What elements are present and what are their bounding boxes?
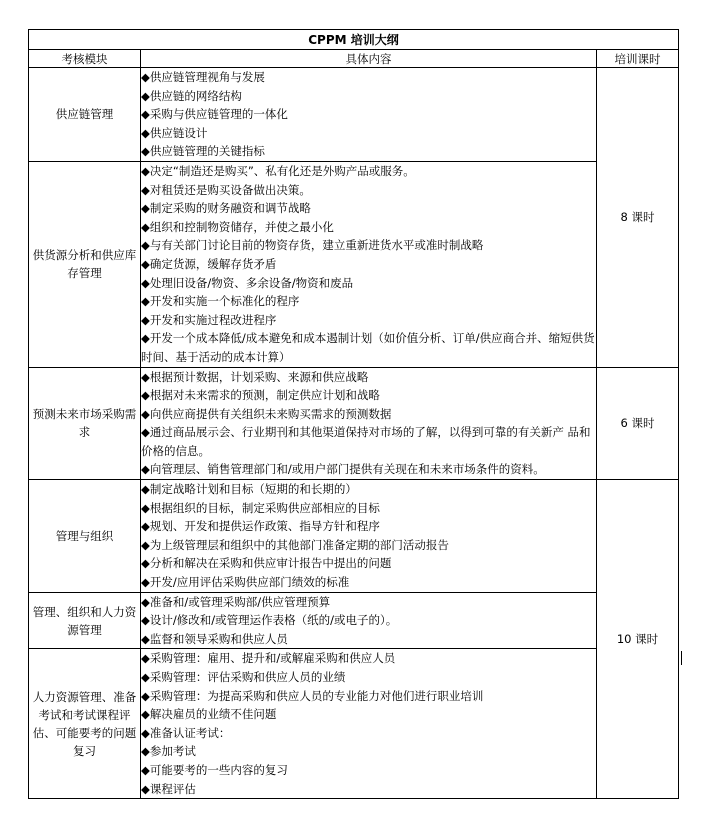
content-item <box>141 124 596 143</box>
content-item <box>141 236 596 255</box>
content-market-forecast <box>141 367 597 480</box>
content-item <box>141 87 596 106</box>
header-content: 具体内容 <box>141 50 597 68</box>
content-management-hr <box>141 592 597 649</box>
content-hr-exam-review <box>141 649 597 799</box>
content-item <box>141 274 596 293</box>
item-text: 规划、开发和提供运作政策、指导方针和程序 <box>149 519 380 534</box>
content-management-organization <box>141 480 597 593</box>
item-text: 供应链的网络结构 <box>149 88 242 103</box>
bullet-icon: ◆ <box>141 88 150 103</box>
bullet-icon: ◆ <box>141 631 150 646</box>
item-text: 制定采购的财务融资和调节战略 <box>149 201 311 216</box>
content-item <box>141 554 596 573</box>
bullet-icon: ◆ <box>141 238 150 253</box>
item-text: 参加考试 <box>149 744 196 759</box>
bullet-icon: ◆ <box>141 500 150 515</box>
module-hr-exam-review: 人力资源管理、准备考试和考试课程评估、可能要考的问题复习 <box>29 649 141 799</box>
item-text: 根据组织的目标，制定采购供应部相应的目标 <box>149 500 380 515</box>
bullet-icon: ◆ <box>141 594 150 609</box>
content-item <box>141 199 596 218</box>
bullet-icon: ◆ <box>141 537 150 552</box>
bullet-icon: ◆ <box>141 201 150 216</box>
content-item <box>141 480 596 499</box>
bullet-icon: ◆ <box>141 70 150 84</box>
hours-10: 10 课时 <box>597 480 679 799</box>
item-text: 准备认证考试： <box>149 725 231 740</box>
item-text: 向管理层、销售管理部门和/或用户部门提供有关现在和未来市场条件的资料。 <box>149 462 545 477</box>
bullet-icon: ◆ <box>141 369 150 384</box>
item-text: 准备和/或管理采购部/供应管理预算 <box>149 594 331 609</box>
content-item <box>141 742 596 761</box>
bullet-icon: ◆ <box>141 482 150 497</box>
content-item <box>141 105 596 124</box>
content-item <box>141 687 596 706</box>
content-item <box>141 292 596 311</box>
item-text: 开发一个成本降低/成本避免和成本遏制计划（如价值分析、订单/供应商合并、缩短供货时间、基于活动的成本计算） <box>141 331 595 364</box>
bullet-icon: ◆ <box>141 688 150 703</box>
content-item <box>141 405 596 424</box>
item-text: 为上级管理层和组织中的其他部门准备定期的部门活动报告 <box>149 537 449 552</box>
text-cursor <box>681 651 682 665</box>
item-text: 根据对未来需求的预测，制定供应计划和战略 <box>149 388 380 403</box>
content-item <box>141 68 596 87</box>
table-title: CPPM 培训大纲 <box>29 30 679 50</box>
item-text: 确定货源，缓解存货矛盾 <box>149 256 277 271</box>
bullet-icon: ◆ <box>141 613 150 628</box>
content-item <box>141 593 596 612</box>
content-item <box>141 649 596 668</box>
item-text: 监督和领导采购和供应人员 <box>149 631 288 646</box>
content-item <box>141 761 596 780</box>
item-text: 供应链管理视角与发展 <box>149 70 265 84</box>
content-item <box>141 705 596 724</box>
content-item <box>141 218 596 237</box>
bullet-icon: ◆ <box>141 144 150 159</box>
content-item <box>141 460 596 479</box>
item-text: 开发/应用评估采购供应部门绩效的标准 <box>149 575 350 590</box>
training-outline-table <box>28 29 679 799</box>
item-text: 采购管理：评估采购和供应人员的业绩 <box>149 670 346 684</box>
item-text: 处理旧设备/物资、多余设备/物资和废品 <box>149 275 354 290</box>
bullet-icon: ◆ <box>141 651 150 666</box>
item-text: 决定“制造还是购买”、私有化还是外购产品或服务。 <box>149 163 415 178</box>
bullet-icon: ◆ <box>141 462 150 477</box>
item-text: 向供应商提供有关组织未来购买需求的预测数据 <box>149 406 392 421</box>
item-text: 供应链设计 <box>149 125 208 140</box>
bullet-icon: ◆ <box>141 707 150 722</box>
bullet-icon: ◆ <box>141 781 150 796</box>
item-text: 采购管理：为提高采购和供应人员的专业能力对他们进行职业培训 <box>149 688 484 703</box>
content-item <box>141 780 596 799</box>
bullet-icon: ◆ <box>141 125 150 140</box>
content-item <box>141 329 596 366</box>
module-management-hr: 管理、组织和人力资源管理 <box>29 592 141 649</box>
content-item <box>141 368 596 387</box>
bullet-icon: ◆ <box>141 388 150 403</box>
hours-8: 8 课时 <box>597 68 679 368</box>
item-text: 解决雇员的业绩不佳问题 <box>149 707 277 722</box>
item-text: 与有关部门讨论目前的物资存货，建立重新进货水平或准时制战略 <box>149 238 484 253</box>
item-text: 采购与供应链管理的一体化 <box>149 107 288 122</box>
item-text: 供应链管理的关键指标 <box>149 144 265 159</box>
content-sourcing-inventory <box>141 161 597 367</box>
module-sourcing-inventory: 供货源分析和供应库存管理 <box>29 161 141 367</box>
module-market-forecast: 预测未来市场采购需求 <box>29 367 141 480</box>
bullet-icon: ◆ <box>141 556 150 571</box>
item-text: 可能要考的一些内容的复习 <box>149 762 288 777</box>
item-text: 采购管理：雇用、提升和/或解雇采购和供应人员 <box>149 651 396 666</box>
bullet-icon: ◆ <box>141 519 150 534</box>
bullet-icon: ◆ <box>141 219 150 234</box>
content-supply-chain <box>141 68 597 162</box>
item-text: 课程评估 <box>149 781 196 796</box>
bullet-icon: ◆ <box>141 725 150 740</box>
content-item <box>141 499 596 518</box>
bullet-icon: ◆ <box>141 575 150 590</box>
bullet-icon: ◆ <box>141 312 150 327</box>
item-text: 设计/修改和/或管理运作表格（纸的/或电子的）。 <box>149 613 398 628</box>
item-text: 对租赁还是购买设备做出决策。 <box>149 182 311 197</box>
content-item <box>141 142 596 161</box>
content-item <box>141 724 596 743</box>
bullet-icon: ◆ <box>141 182 150 197</box>
content-item <box>141 536 596 555</box>
content-item <box>141 423 596 460</box>
module-supply-chain: 供应链管理 <box>29 68 141 162</box>
item-text: 开发和实施过程改进程序 <box>149 312 277 327</box>
header-hours: 培训课时 <box>597 50 679 68</box>
bullet-icon: ◆ <box>141 762 150 777</box>
bullet-icon: ◆ <box>141 163 150 178</box>
bullet-icon: ◆ <box>141 425 150 440</box>
content-item <box>141 162 596 181</box>
item-text: 开发和实施一个标准化的程序 <box>149 294 300 309</box>
item-text: 通过商品展示会、行业期刊和其他渠道保持对市场的了解，以得到可靠的有关新产 品和价格的信息。 <box>141 425 591 458</box>
bullet-icon: ◆ <box>141 744 150 759</box>
module-management-organization: 管理与组织 <box>29 480 141 593</box>
content-item <box>141 573 596 592</box>
item-text: 制定战略计划和目标（短期的和长期的） <box>149 482 357 497</box>
hours-6: 6 课时 <box>597 367 679 480</box>
item-text: 根据预计数据，计划采购、来源和供应战略 <box>149 369 369 384</box>
content-item <box>141 386 596 405</box>
content-item <box>141 181 596 200</box>
content-item <box>141 311 596 330</box>
bullet-icon: ◆ <box>141 331 150 346</box>
content-item <box>141 630 596 649</box>
bullet-icon: ◆ <box>141 275 150 290</box>
content-item <box>141 255 596 274</box>
item-text: 组织和控制物资储存，并使之最小化 <box>149 219 334 234</box>
content-item <box>141 611 596 630</box>
content-item <box>141 517 596 536</box>
bullet-icon: ◆ <box>141 256 150 271</box>
bullet-icon: ◆ <box>141 670 150 684</box>
item-text: 分析和解决在采购和供应审计报告中提出的问题 <box>149 556 392 571</box>
content-item <box>141 668 596 687</box>
header-module: 考核模块 <box>29 50 141 68</box>
bullet-icon: ◆ <box>141 107 150 122</box>
bullet-icon: ◆ <box>141 406 150 421</box>
bullet-icon: ◆ <box>141 294 150 309</box>
